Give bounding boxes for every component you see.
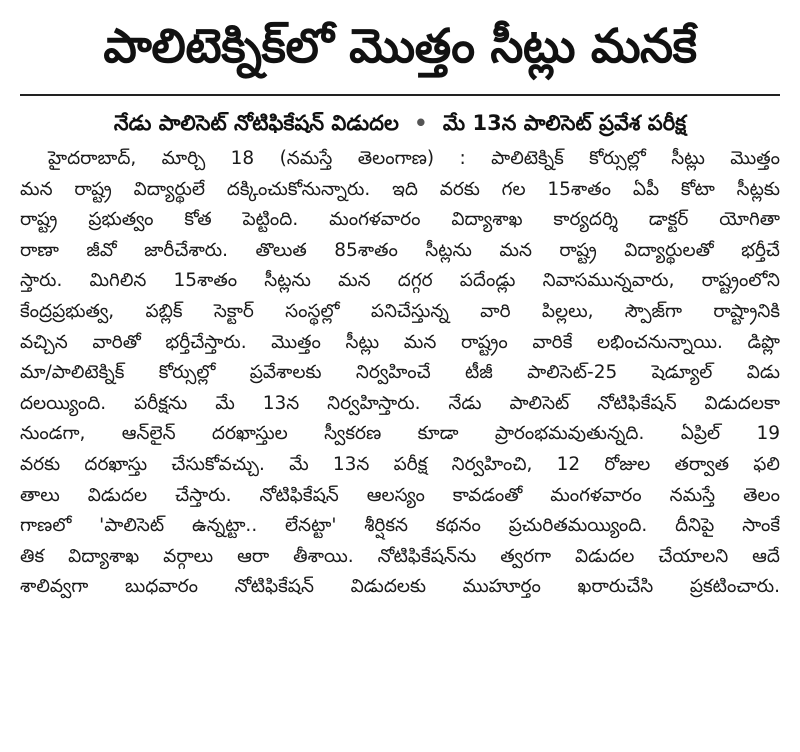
body-line: మా/పాలిటెక్నిక్ కోర్సుల్లో ప్రవేశాలకు నిర్వహించే టీజీ పాలిసెట్-25 షెడ్యూల్ విడు (20, 362, 780, 384)
headline: పాలిటెక్నిక్‌లో మొత్తం సీట్లు మనకే (103, 19, 697, 74)
body-line: స్తారు. మిగిలిన 15శాతం సీట్లను మన దగ్గర పదేండ్లు నివాసమున్నవారు, రాష్ట్రంలోని (20, 270, 780, 292)
body-line: మన రాష్ట్ర విద్యార్థులే దక్కించుకోనున్నారు. ఇది వరకు గల 15శాతం ఏపీ కోటా సీట్లకు (20, 178, 780, 200)
headline-divider (20, 94, 780, 96)
body-line: రాష్ట్ర ప్రభుత్వం కోత పెట్టింది. మంగళవారం విద్యాశాఖ కార్యదర్శి డాక్టర్ యోగితా (20, 209, 780, 231)
body-line: తాలు విడుదల చేస్తారు. నోటిఫికేషన్ ఆలస్యం కావడంతో మంగళవారం నమస్తే తెలం (20, 484, 780, 506)
body-line: గాణలో 'పాలిసెట్ ఉన్నట్టా.. లేనట్టా' శీర్షికన కథనం ప్రచురితమయ్యింది. దీనిపై సాంకే (20, 515, 780, 537)
body-line: కేంద్రప్రభుత్వ, పబ్లిక్ సెక్టార్ సంస్థల్లో పనిచేస్తున్న వారి పిల్లలు, స్పౌజ్‌గా రాష్ట్రానికి (20, 300, 780, 322)
subheadline-bullet: • (414, 111, 428, 135)
body-line: వచ్చిన వారితో భర్తీచేస్తారు. మొత్తం సీట్లు మన రాష్ట్రం వారికే లభించనున్నాయి. డిప్లొ (20, 331, 780, 353)
body-line: నుండగా, ఆన్‌లైన్ దరఖాస్తుల స్వీకరణ కూడా ప్రారంభమవుతున్నది. ఏప్రిల్ 19 (20, 423, 780, 445)
subheadline-part-1: నేడు పాలిసెట్ నోటిఫికేషన్ విడుదల (113, 111, 399, 135)
body-line: శాలివ్వగా బుధవారం నోటిఫికేషన్ విడుదలకు ముహూర్తం ఖరారుచేసి ప్రకటించారు. (20, 576, 780, 598)
article-body (20, 144, 780, 603)
body-line: రాణా జీవో జారీచేశారు. తొలుత 85శాతం సీట్లను మన రాష్ట్ర విద్యార్థులతో భర్తీచే (20, 239, 780, 261)
body-line: దలయ్యింది. పరీక్షను మే 13న నిర్వహిస్తారు. నేడు పాలిసెట్ నోటిఫికేషన్ విడుదలకా (20, 392, 780, 414)
body-line: వరకు దరఖాస్తు చేసుకోవచ్చు. మే 13న పరీక్ష నిర్వహించి, 12 రోజుల తర్వాత ఫలి (20, 453, 780, 475)
subheadline (20, 106, 780, 140)
body-line: తిక విద్యాశాఖ వర్గాలు ఆరా తీశాయి. నోటిఫికేషన్‌ను త్వరగా విడుదల చేయాలని ఆదే (20, 545, 780, 567)
body-line: హైదరాబాద్, మార్చి 18 (నమస్తే తెలంగాణ) : పాలిటెక్నిక్ కోర్సుల్లో సీట్లు మొత్తం (48, 148, 780, 169)
subheadline-part-2: మే 13న పాలిసెట్ ప్రవేశ పరీక్ష (442, 111, 687, 135)
